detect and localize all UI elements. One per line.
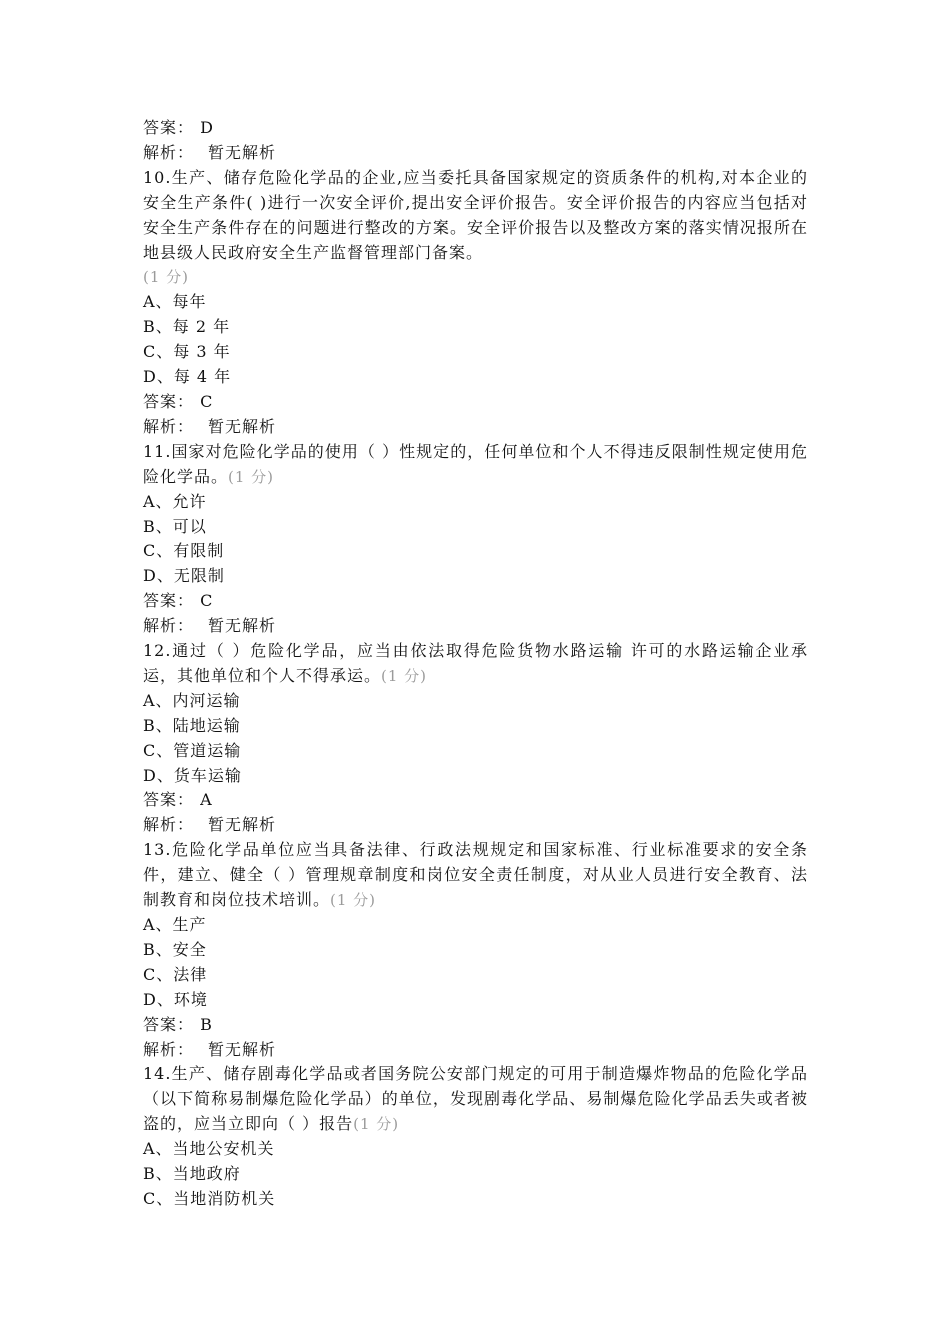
option-item: C、当地消防机关 [143,1188,276,1208]
option-item: A、内河运输 [143,690,241,710]
analysis-line: 解析： 暂无解析 [143,1039,277,1059]
answer-value: A [200,790,213,810]
answer-line: 答案： C [143,591,214,611]
question-stem: 11.国家对危险化学品的使用（ ）性规定的，任何单位和个人不得违反限制性规定使用危险化学品。(1 分) [143,441,808,486]
analysis-line: 解析： 暂无解析 [143,815,277,835]
answer-value: B [200,1014,213,1034]
question-score: (1 分) [228,467,275,486]
question-stem: 14.生产、储存剧毒化学品或者国务院公安部门规定的可用于制造爆炸物品的危险化学品（以下简称易制爆危险化学品）的单位，发现剧毒化学品、易制爆危险化学品丢失或者被盗的，应当立即向（ ）报告(1 分) [143,1064,808,1134]
analysis-value: 暂无解析 [208,416,277,436]
answer-line: 答案： A [143,790,213,810]
option-item: B、可以 [143,516,207,536]
option-item: A、每年 [143,292,207,312]
question-score: (1 分) [381,666,428,685]
option-item: C、管道运输 [143,740,242,760]
option-item: D、环境 [143,989,208,1009]
option-item: C、有限制 [143,541,225,561]
analysis-line: 解析： 暂无解析 [143,616,277,636]
analysis-value: 暂无解析 [208,815,277,835]
answer-value: D [200,118,214,137]
analysis-line: 解析： 暂无解析 [143,416,277,436]
answer-value: C [200,391,214,411]
option-item: D、每 4 年 [143,367,232,387]
option-item: B、陆地运输 [143,715,241,735]
question-stem: 13.危险化学品单位应当具备法律、行政法规规定和国家标准、行业标准要求的安全条件，建立、健全（ ）管理规章制度和岗位安全责任制度，对从业人员进行安全教育、法制教育和岗位技术培训。(1 分) [143,840,808,910]
answer-line: 答案： B [143,1014,213,1034]
question-score: (1 分) [330,891,377,910]
analysis-value: 暂无解析 [208,616,277,636]
question-list [143,116,808,1212]
answer-line: 答案： C [143,391,214,411]
answer-line: 答案： D [143,118,214,137]
question-score: (1 分) [353,1115,400,1134]
answer-value: C [200,591,214,611]
option-item: A、允许 [143,491,207,511]
option-item: C、法律 [143,964,208,984]
analysis-line: 解析： 暂无解析 [143,142,277,162]
question-stem: 12.通过（ ）危险化学品，应当由依法取得危险货物水路运输 许可的水路运输企业承运，其他单位和个人不得承运。(1 分) [143,641,808,685]
option-item: C、每 3 年 [143,342,231,362]
question-stem: 10.生产、储存危险化学品的企业,应当委托具备国家规定的资质条件的机构,对本企业的安全生产条件( )进行一次安全评价,提出安全评价报告。安全评价报告的内容应当包括对安全生产条件存在的问题进行整改的方案。安全评价报告以及整改方案的落实情况报所在地县级人民政府安全生产监督管理部门备案。 (1 分) [143,167,808,287]
question-score: (1 分) [143,268,190,287]
option-item: B、当地政府 [143,1164,241,1184]
analysis-value: 暂无解析 [208,1039,277,1059]
option-item: A、生产 [143,915,207,934]
option-item: B、安全 [143,939,207,959]
analysis-value: 暂无解析 [208,142,277,162]
option-item: D、货车运输 [143,765,242,785]
option-item: D、无限制 [143,566,225,586]
option-item: A、当地公安机关 [143,1139,275,1159]
option-item: B、每 2 年 [143,317,231,337]
